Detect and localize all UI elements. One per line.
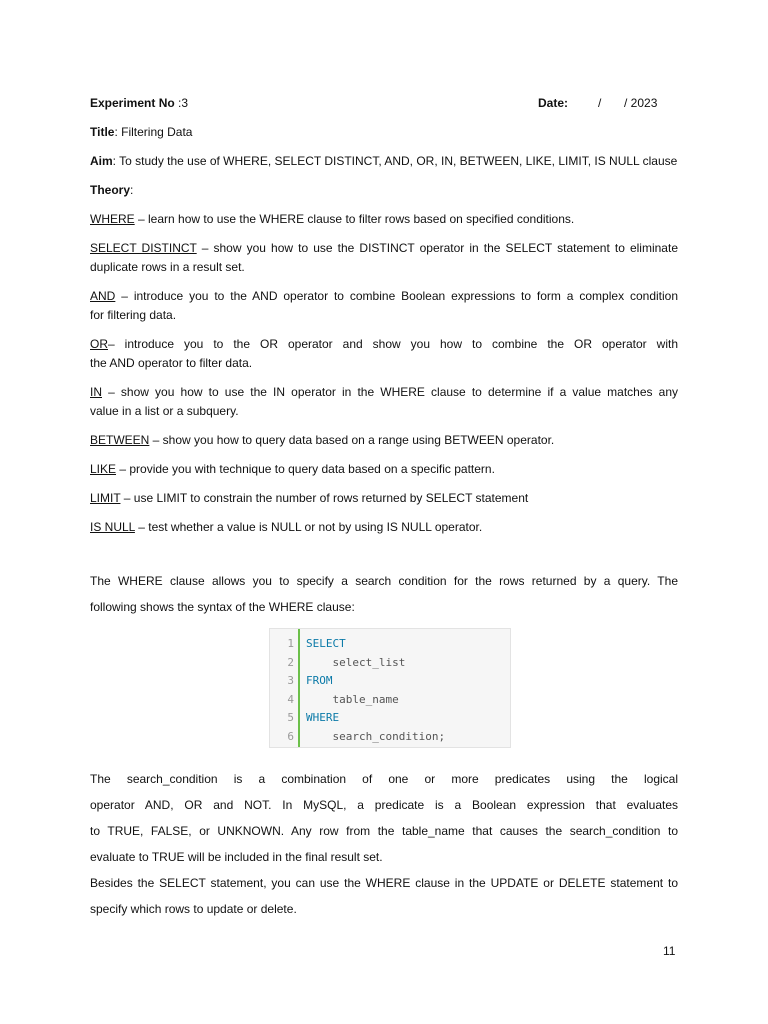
code-line: 2 select_list [287,656,406,669]
code-line: 1 SELECT [287,637,346,650]
para1-line2: following shows the syntax of the WHERE clause: [90,600,355,614]
item-where: WHERE – learn how to use the WHERE clause to filter rows based on specified conditions. [90,212,575,226]
title-line: Title: Filtering Data [90,125,193,139]
item-and-cont: for filtering data. [90,308,177,322]
para1-line1: The WHERE clause allows you to specify a search condition for the rows returned by a query. The [90,574,678,588]
item-distinct: SELECT DISTINCT – show you how to use the DISTINCT operator in the SELECT statement to eliminate [90,241,678,255]
theory-heading: Theory: [90,183,134,197]
item-or-cont: the AND operator to filter data. [90,356,253,370]
aim-line: Aim: To study the use of WHERE, SELECT DISTINCT, AND, OR, IN, BETWEEN, LIKE, LIMIT, IS NULL clause [90,154,678,168]
para2-line5: Besides the SELECT statement, you can use the WHERE clause in the UPDATE or DELETE statement to [90,876,678,890]
item-or: OR– introduce you to the OR operator and show you how to combine the OR operator with [90,337,678,351]
code-line: 4 table_name [287,693,399,706]
item-distinct-cont: duplicate rows in a result set. [90,260,245,274]
item-like: LIKE – provide you with technique to query data based on a specific pattern. [90,462,495,476]
code-line: 3 FROM [287,674,333,687]
item-limit: LIMIT – use LIMIT to constrain the number of rows returned by SELECT statement [90,491,529,505]
experiment-number: Experiment No :3 [90,96,189,110]
code-block [269,628,511,748]
item-isnull: IS NULL – test whether a value is NULL or not by using IS NULL operator. [90,520,483,534]
item-in: IN – show you how to use the IN operator in the WHERE clause to determine if a value matches any [90,385,678,399]
code-line: 5 WHERE [287,711,340,724]
para2-line1: The search_condition is a combination of one or more predicates using the logical [90,772,678,786]
item-and: AND – introduce you to the AND operator to combine Boolean expressions to form a complex condition [90,289,678,303]
item-in-cont: value in a list or a subquery. [90,404,239,418]
para2-line3: to TRUE, FALSE, or UNKNOWN. Any row from the table_name that causes the search_condition to [90,824,678,838]
page-number: 11 [663,944,676,958]
para2-line2: operator AND, OR and NOT. In MySQL, a predicate is a Boolean expression that evaluates [90,798,678,812]
code-line: 6 search_condition; [287,730,446,743]
item-between: BETWEEN – show you how to query data based on a range using BETWEEN operator. [90,433,555,447]
date-field: Date: / / 2023 [538,96,658,110]
para2-line6: specify which rows to update or delete. [90,902,297,916]
para2-line4: evaluate to TRUE will be included in the final result set. [90,850,383,864]
